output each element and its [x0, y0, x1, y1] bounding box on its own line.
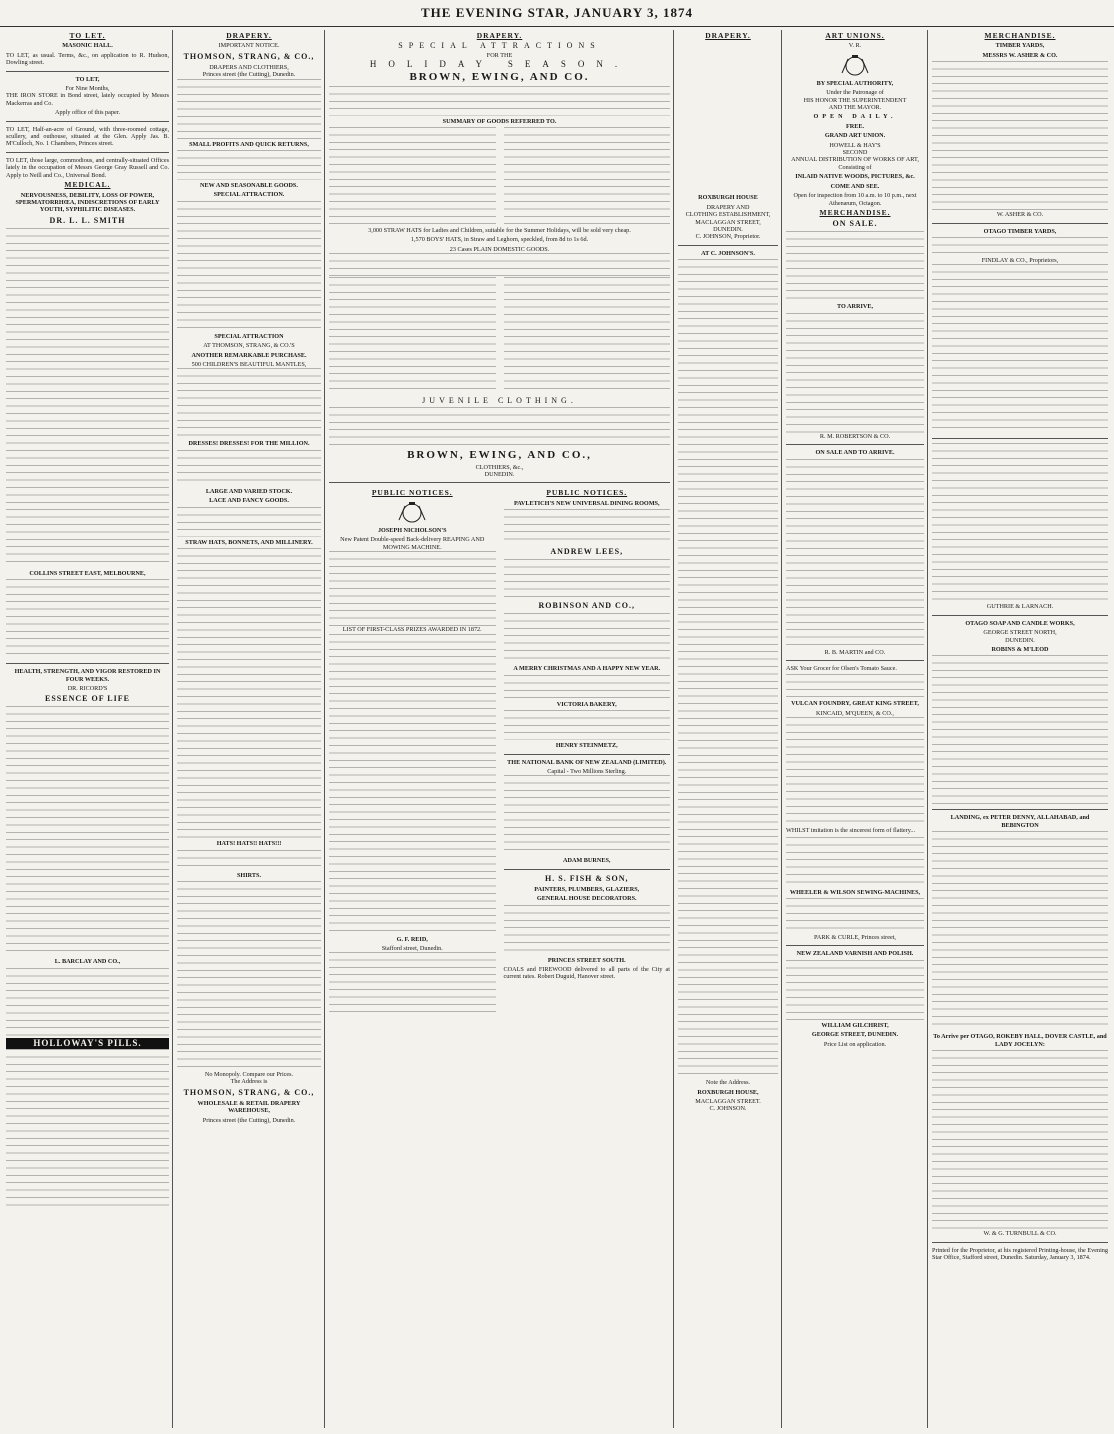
wheeler-head: WHEELER & WILSON SEWING-MACHINES, [789, 888, 921, 896]
body-text-block [177, 368, 321, 438]
nervousness-head: NERVOUSNESS, DEBILITY, LOSS OF POWER, SPERMATORRHŒA, INDISCRETIONS OF EARLY YOUTH, SYPHILITIC DISEASES. [15, 191, 160, 214]
gilchrist-head: WILLIAM GILCHRIST, [821, 1021, 889, 1029]
goods-list [329, 127, 670, 227]
dresses-head: DRESSES! DRESSES! FOR THE MILLION. [188, 440, 310, 448]
dunedin-label: DUNEDIN. [1005, 636, 1035, 644]
body-text-block [6, 1049, 169, 1209]
body-text-block [6, 968, 169, 1038]
vr-label: V. R. [848, 42, 862, 50]
otago-timber-head: OTAGO TIMBER YARDS, [983, 227, 1057, 235]
body-text-block [177, 850, 321, 870]
public-notices-area [329, 487, 670, 1012]
dunedin-label: DUNEDIN. [713, 226, 743, 234]
robertson-label: R. M. ROBERTSON & CO. [819, 432, 891, 440]
section-head: DRAPERY. [705, 31, 751, 40]
steinmetz-head: HENRY STEINMETZ, [555, 742, 618, 750]
column-2 [177, 30, 321, 1428]
holloway-banner: HOLLOWAY'S PILLS. [6, 1038, 169, 1049]
clothing-price-list [329, 277, 670, 395]
body-text-block [329, 277, 496, 395]
divider [329, 482, 670, 483]
body-text-block [504, 613, 671, 663]
at-johnsons-head: AT C. JOHNSON'S. [701, 249, 755, 257]
body-text-block [678, 259, 778, 1079]
body-text-block [504, 710, 671, 740]
stafford-address: Stafford street, Dunedin. [381, 944, 443, 952]
body-text-block [786, 898, 924, 934]
body-text-block [329, 551, 496, 626]
special-head: SPECIAL ATTRACTION. [213, 191, 285, 199]
section-head: MERCHANDISE. [984, 31, 1056, 40]
asher-head: MESSRS W. ASHER & CO. [982, 51, 1058, 59]
findlay-label: FINDLAY & CO., Proprietors, [981, 257, 1059, 265]
maclaggan-street: MACLAGGAN STREET, [695, 218, 761, 226]
divider [504, 869, 671, 870]
body-text-block [177, 150, 321, 180]
section-head: TO LET. [69, 31, 106, 40]
body-text-block [504, 775, 671, 855]
princes-south-head: PRINCES STREET SOUTH. [547, 956, 626, 964]
robins-head: ROBINS & M'LEOD [991, 646, 1049, 654]
second-label: SECOND [842, 149, 868, 157]
nicholson-head: JOSEPH NICHOLSON'S [377, 526, 447, 534]
decorators-head: GENERAL HOUSE DECORATORS. [536, 895, 637, 903]
body-text-block [932, 655, 1108, 805]
thomson-head: THOMSON, STRANG, & CO., [183, 51, 315, 61]
royal-crest-icon [838, 53, 872, 77]
roxburgh-footer: ROXBURGH HOUSE, [697, 1088, 759, 1096]
grand-art-union: GRAND ART UNION. [824, 132, 886, 140]
price-list-label: Price List on application. [823, 1040, 887, 1048]
public-notices-left [329, 487, 496, 1012]
body-text-block [329, 127, 496, 227]
on-sale-arrive-head: ON SALE AND TO ARRIVE. [815, 449, 895, 457]
fish-head: H. S. FISH & SON, [545, 873, 629, 883]
nz-varnish-head: NEW ZEALAND VARNISH AND POLISH. [796, 950, 914, 958]
victoria-head: VICTORIA BAKERY, [556, 700, 617, 708]
divider [786, 444, 924, 445]
divider [786, 660, 924, 661]
martin-label: R. B. MARTIN and CO. [824, 648, 886, 656]
free-label: FREE. [845, 122, 865, 130]
honor-label: HIS HONOR THE SUPERINTENDENT [803, 96, 907, 104]
wholesale-head: WHOLESALE & RETAIL DRAPERY WAREHOUSE, [197, 1099, 301, 1115]
large-head: LARGE AND VARIED STOCK. [205, 487, 293, 495]
divider [6, 152, 169, 153]
section-head: PUBLIC NOTICES. [546, 488, 628, 498]
body-text-block [786, 960, 924, 1020]
shirts-head: SHIRTS. [236, 871, 262, 879]
barclay-head: L. BARCLAY AND CO., [54, 958, 121, 966]
body-text-block [177, 881, 321, 1071]
otago-soap-head: OTAGO SOAP AND CANDLE WORKS, [965, 619, 1075, 627]
note-address: Note the Address. [705, 1079, 751, 1087]
burnes-head: ADAM BURNES, [563, 857, 611, 865]
special-attractions-head: SPECIAL ATTRACTIONS [398, 41, 601, 51]
column-5 [786, 30, 924, 1428]
to-let-notice: TO LET, as usual. Terms, &c., on application to R. Hudson, Dowling street. [6, 51, 169, 67]
divider [932, 1242, 1108, 1243]
mantles-head: 500 CHILDREN'S BEAUTIFUL MANTLES, [191, 361, 307, 369]
kincaid-label: KINCAID, M'QUEEN, & CO., [816, 709, 894, 717]
annual-label: ANNUAL DISTRIBUTION OF WORKS OF ART, [791, 156, 919, 164]
juvenile-head: JUVENILE CLOTHING. [422, 396, 577, 406]
body-text-block [504, 559, 671, 599]
section-head: DRAPERY. [226, 31, 272, 40]
section-head: MEDICAL. [64, 180, 111, 190]
body-text-block [329, 86, 670, 116]
divider [932, 809, 1108, 810]
divider [6, 663, 169, 664]
thomson-footer: THOMSON, STRANG, & CO., [183, 1087, 315, 1097]
body-text-block [678, 42, 778, 192]
body-text-block [504, 675, 671, 699]
body-text-block [504, 905, 671, 955]
section-head: PUBLIC NOTICES. [371, 488, 453, 498]
boys-hats-notice: 1,570 BOYS' HATS, in Straw and Leghorn, speckled, from 8d to 1s 6d. [410, 236, 589, 244]
body-text-block [504, 127, 671, 227]
divider [678, 245, 778, 246]
body-text-block [932, 831, 1108, 1031]
body-text-block [177, 450, 321, 486]
profits-head: SMALL PROFITS AND QUICK RETURNS, [189, 140, 309, 148]
howell-label: HOWELL & HAY'S [829, 141, 881, 149]
collins-street-head: COLLINS STREET EAST, MELBOURNE, [29, 569, 146, 577]
clothing-est: CLOTHING ESTABLISHMENT, [685, 211, 771, 219]
turnbull-label: W. & G. TURNBULL & CO. [983, 1230, 1057, 1238]
george-north-label: GEORGE STREET NORTH, [983, 629, 1057, 637]
section-head: MERCHANDISE. [819, 207, 891, 217]
rokeby-head: To Arrive per OTAGO, ROKEBY HALL, DOVER CASTLE, and LADY JOCELYN: [933, 1033, 1107, 1048]
to-let-head: TO LET, [75, 75, 100, 83]
body-text-block [932, 264, 1108, 434]
ricord-head: DR. RICORD'S [67, 684, 108, 692]
dr-smith-head: DR. L. L. SMITH [49, 215, 126, 225]
lees-head: ANDREW LEES, [550, 547, 624, 557]
consisting-label: Consisting of [838, 163, 872, 171]
bank-head: THE NATIONAL BANK OF NEW ZEALAND (LIMITED). [507, 758, 667, 766]
clothiers-label: CLOTHIERS, &c., [475, 463, 524, 471]
divider [932, 615, 1108, 616]
column-1 [6, 30, 169, 1428]
body-text-block [786, 313, 924, 433]
column-4 [678, 30, 778, 1428]
straw-head: STRAW HATS, BONNETS, AND MILLINERY. [185, 538, 313, 546]
column-rule [673, 30, 674, 1428]
no-monopoly: No Monopoly. Compare our Prices. [204, 1070, 294, 1078]
health-head: HEALTH, STRENGTH, AND VIGOR RESTORED IN FOUR WEEKS. [14, 668, 161, 683]
princes-footer: Princes street (the Cutting), Dunedin. [202, 1116, 296, 1124]
body-text-block [786, 837, 924, 887]
body-text-block [786, 231, 924, 301]
essence-head: ESSENCE OF LIFE [45, 694, 130, 704]
christmas-head: A MERRY CHRISTMAS AND A HAPPY NEW YEAR. [513, 665, 661, 673]
section-head: ART UNIONS. [825, 31, 885, 40]
at-thomson: AT THOMSON, STRANG, & CO.'S [203, 342, 295, 350]
inlaid-label: INLAID NATIVE WOODS, PICTURES, &c. [795, 173, 915, 181]
reaper-head: New Patent Double-speed Back-delivery REAPING AND MOWING MACHINE. [340, 536, 485, 551]
seasonable-head: NEW AND SEASONABLE GOODS. [200, 182, 298, 190]
body-text-block [329, 952, 496, 1012]
come-see: COME AND SEE. [830, 182, 880, 190]
to-arrive-head: TO ARRIVE, [837, 303, 873, 311]
landing-head: LANDING, ex PETER DENNY, ALLAHABAD, and BEBINGTON [950, 814, 1090, 829]
body-text-block [504, 277, 671, 395]
body-text-block [786, 459, 924, 649]
princes-address: Princes street (the Cutting), Dunedin. [202, 71, 296, 79]
mayor-label: AND THE MAYOR. [828, 104, 882, 112]
special2-head: SPECIAL ATTRACTION [214, 332, 284, 340]
timber-head: TIMBER YARDS, [995, 42, 1045, 50]
roxburgh-head: ROXBURGH HOUSE [698, 194, 758, 202]
important-notice: IMPORTANT NOTICE. [218, 42, 280, 50]
special-authority: BY SPECIAL AUTHORITY, [816, 79, 894, 87]
public-notices-right [504, 487, 671, 1012]
brown-ewing-footer: BROWN, EWING, AND CO., [407, 448, 592, 461]
body-text-block [177, 79, 321, 139]
royal-crest-icon [395, 500, 429, 524]
apply-note: Apply office of this paper. [54, 109, 120, 117]
body-text-block [786, 674, 924, 698]
another-head: ANOTHER REMARKABLE PURCHASE. [191, 351, 307, 359]
column-rule [172, 30, 173, 1428]
brown-ewing-head: BROWN, EWING, AND CO. [409, 70, 590, 83]
prizes-head: LIST OF FIRST-CLASS PRIZES AWARDED IN 1872. [342, 626, 482, 634]
printed-imprint: Printed for the Proprietor, at his registered Printing-house, the Evening Star Office, Stafford street, Dunedin. Saturday, January 3, 1874. [932, 1246, 1108, 1261]
maclaggan-footer: MACLAGGAN STREET. [695, 1098, 761, 1106]
straw-hats-notice: 3,000 STRAW HATS for Ladies and Children, suitable for the Summer Holidays, will be sold very cheap. [368, 227, 631, 235]
to-let-term: For Nine Months, [65, 85, 110, 93]
drapers-head: DRAPERS AND CLOTHIERS, [209, 63, 289, 71]
body-text-block [6, 228, 169, 568]
park-label: PARK & CURLE, Princes street, [814, 933, 896, 941]
george-street-label: GEORGE STREET, DUNEDIN. [811, 1031, 899, 1039]
divider [504, 754, 671, 755]
patronage-label: Under the Patronage of [826, 89, 884, 97]
section-head: DRAPERY. [476, 31, 523, 40]
holiday-head: HOLIDAY SEASON. [369, 59, 630, 70]
body-text-block [329, 407, 670, 447]
domestic-notice: 23 Cases PLAIN DOMESTIC GOODS. [449, 245, 550, 253]
coals-notice: COALS and FIREWOOD delivered to all parts of the City at current rates. Robert Duguid, Hanover street. [503, 965, 670, 981]
column-rule [324, 30, 325, 1428]
masonic-hall-head: MASONIC HALL. [62, 42, 113, 50]
to-let-acre-notice: TO LET, Half-an-acre of Ground, with three-roomed cottage, scullery, and outhouse, situated at the Glen. Apply Jas. B. M'Culloch, No. 1 Chambers, Princes street. [6, 125, 169, 148]
body-text-block [329, 253, 670, 277]
lace-head: LACE AND FANCY GOODS. [209, 497, 289, 505]
vulcan-head: VULCAN FOUNDRY, GREAT KING STREET, [791, 700, 919, 708]
body-text-block [177, 548, 321, 838]
pavletich-head: PAVLETICH'S NEW UNIVERSAL DINING ROOMS, [513, 499, 660, 507]
address-label: The Address is [230, 1078, 268, 1086]
body-text-block [786, 717, 924, 827]
capital-line: Capital - Two Millions Sterling. [547, 767, 627, 775]
divider [6, 71, 169, 72]
drapery-and: DRAPERY AND [706, 203, 750, 211]
body-text-block [6, 579, 169, 659]
johnson-footer: C. JOHNSON. [709, 1105, 747, 1113]
hats-head: HATS! HATS!! HATS!!! [216, 840, 282, 848]
masthead-title: THE EVENING STAR, JANUARY 3, 1874 [421, 5, 693, 20]
body-text-block [932, 237, 1108, 257]
body-text-block [329, 634, 496, 934]
dunedin-label: DUNEDIN. [484, 471, 515, 479]
body-text-block [504, 509, 671, 545]
column-rule [927, 30, 928, 1428]
body-text-block [932, 1050, 1108, 1230]
column-3 [329, 30, 670, 1428]
robinson-head: ROBINSON AND CO., [538, 601, 636, 611]
whilst-notice: WHILST imitation is the sincerest form of flattery... [786, 827, 916, 835]
reid-head: G. F. REID, [396, 935, 428, 943]
divider [6, 121, 169, 122]
summary-head: SUMMARY OF GOODS REFERRED TO. [442, 117, 557, 125]
divider [786, 945, 924, 946]
body-text-block [932, 443, 1108, 603]
body-text-block [177, 507, 321, 537]
asher-footer: W. ASHER & CO. [996, 211, 1044, 219]
to-let-offices-notice: TO LET, those large, commodious, and centrally-situated Offices lately in the occupation of Messrs George Gray Russell and Co. Apply to Neill and Co., Universal Bond. [6, 156, 169, 179]
hours-notice: Open for inspection from 10 a.m. to 10 p.m., next Athenæum, Octagon. [793, 192, 917, 207]
for-the: FOR THE [486, 51, 513, 59]
column-6 [932, 30, 1108, 1428]
masthead [0, 0, 1114, 27]
divider [932, 223, 1108, 224]
body-text-block [177, 201, 321, 331]
open-daily: OPEN DAILY. [813, 113, 897, 121]
body-text-block [6, 706, 169, 956]
divider [932, 438, 1108, 439]
ask-notice: ASK Your Grocer for Olsen's Tomato Sauce. [786, 664, 897, 672]
painters-head: PAINTERS, PLUMBERS, GLAZIERS, [534, 885, 640, 893]
body-text-block [932, 61, 1108, 211]
iron-store-notice: THE IRON STORE in Bond street, lately occupied by Messrs Mackerras and Co. [6, 92, 169, 107]
on-sale-head: ON SALE. [832, 219, 878, 229]
column-rule [781, 30, 782, 1428]
johnson-proprietor: C. JOHNSON, Proprietor. [695, 233, 761, 241]
guthrie-label: GUTHRIE & LARNACH. [986, 603, 1054, 611]
